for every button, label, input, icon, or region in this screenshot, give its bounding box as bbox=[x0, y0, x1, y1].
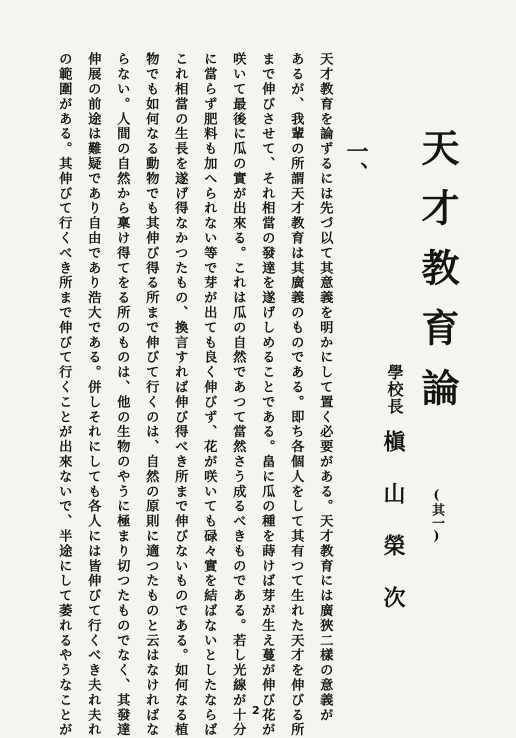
body-line: に當らず肥料も加へられない等で芽が出ても良く伸びず、花が咲いても碌々實を結ばないとしたならば bbox=[201, 52, 217, 738]
body-line: 天才教育を論ずるには先づ以て其意義を明かにして置く必要がある。天才教育には廣狹二樣の意義が bbox=[317, 52, 333, 723]
article-title: 天才教育論 bbox=[415, 128, 460, 428]
body-line: の範圍がある。其伸びて行くべき所まで伸びて行くことが出來ないで、半途にして萎れるやうなことが bbox=[56, 52, 72, 738]
body-line: 伸展の前途は難疑であり自由であり浩大である。併しそれにしても各人には皆伸びて行くべき夫れ夫れ bbox=[85, 52, 101, 738]
body-line: 咲いて最後に瓜の實が出來る。これは瓜の自然であつて當然さう成るべきものである。若し光線が十分 bbox=[230, 52, 246, 738]
author-role: 學校長 bbox=[385, 364, 404, 415]
body-line: 物でも如何なる動物でも其伸び得る所まで伸びて行くのは、自然の原則に適つたものと云はなければな bbox=[143, 52, 159, 738]
body-line: らない。人間の自然から稟け得てをる所のものは、他の生物のやうに極まり切つたものでなく、其發達 bbox=[114, 52, 130, 738]
section-marker: 一、 bbox=[343, 140, 369, 184]
body-line: あるが、我輩の所謂天才教育は其廣義のものである。即ち各個人をして其有つて生れた天才を伸びる所 bbox=[288, 52, 304, 738]
body-line: これ相當の生長を遂げ得なかつたもの、換言すれば伸び得べき所まで伸びないものである。如何なる植 bbox=[172, 52, 188, 738]
body-line: まで伸びさせて、それ相當の發達を遂げしめることである。畠に瓜の種を蒔けば芽が生え蔓が伸び花が bbox=[259, 52, 275, 738]
author-name: 槇山榮次 bbox=[380, 430, 406, 638]
article-part-label: (其一) bbox=[429, 488, 444, 544]
page-number: 2 bbox=[252, 704, 260, 717]
